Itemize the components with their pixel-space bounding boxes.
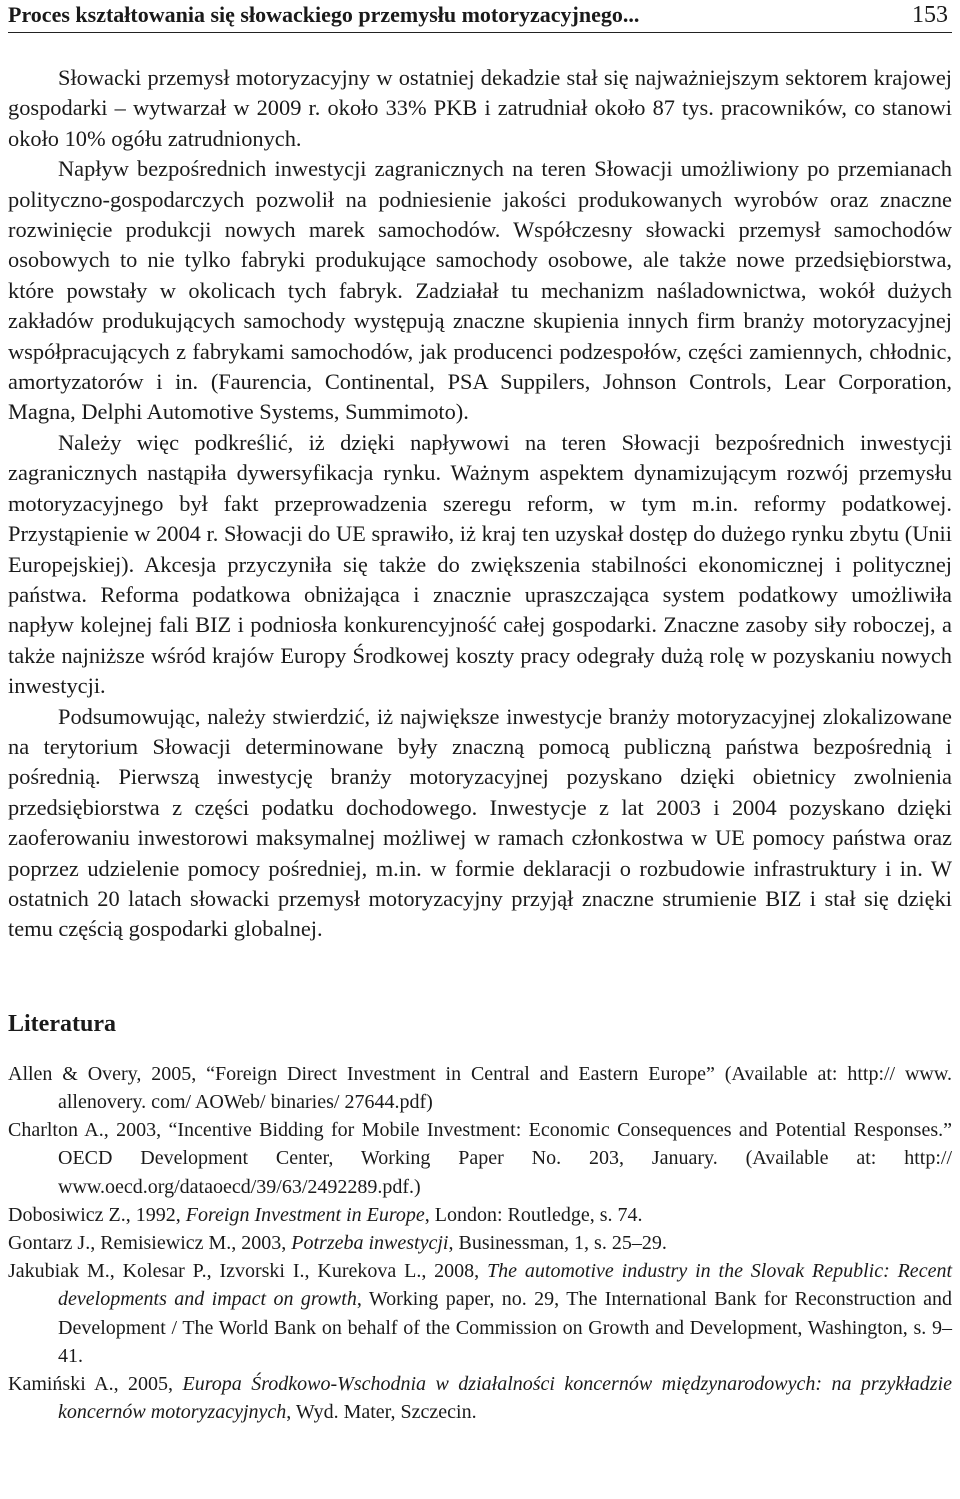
reference-item: Jakubiak M., Kolesar P., Izvorski I., Kurekova L., 2008, The automotive industry in the Slovak Republic: Recent developments and impact on growth, Working paper, no. 29, The International Bank for Reconstruction and Development / The World Bank on behalf of the Commission on Growth and Development, Washington, s. 9–41. (8, 1260, 952, 1367)
running-header (8, 0, 952, 33)
paragraph: Napływ bezpośrednich inwestycji zagranicznych na teren Słowacji umożliwiony po przemianach polityczno-gospodarczych pozwolił na podniesienie jakości produkowanych wyrobów oraz znaczne rozwinięcie produkcji nowych marek samochodów. Współczesny słowacki przemysł samochodów osobowych to nie tylko fabryki produkujące samochody osobowe, ale także nowe przedsiębiorstwa, które powstały w okolicach tych fabryk. Zadziałał tu mechanizm naśladownictwa, wokół dużych zakładów produkujących samochody występują znaczne skupienia innych firm branży motoryzacyjnej współpracujących z fabrykami samochodów, jak producenci podzespołów, części zamiennych, chłodnic, amortyzatorów i in. (Faurencia, Continental, PSA Suppilers, Johnson Controls, Lear Corporation, Magna, Delphi Automotive Systems, Summimoto). (8, 156, 952, 425)
paragraph: Należy więc podkreślić, iż dzięki napływowi na teren Słowacji bezpośrednich inwestycji zagranicznych nastąpiła dywersyfikacja rynku. Ważnym aspektem dynamizującym rozwój przemysłu motoryzacyjnego był fakt przeprowadzenia szeregu reform, w tym m.in. reformy podatkowej. Przystąpienie w 2004 r. Słowacji do UE sprawiło, iż kraj ten uzyskał dostęp do dużego rynku zbytu (Unii Europejskiej). Akcesja przyczyniła się także do zwiększenia stabilności ekonomicznej i politycznej państwa. Reforma podatkowa obniżająca i znacznie upraszczająca system podatkowy umożliwiła napływ kolejnej fali BIZ i podniosła konkurencyjność całej gospodarki. Znaczne zasoby siły roboczej, a także najniższe wśród krajów Europy Środkowej koszty pracy odegrały dużą rolę w pozyskaniu nowych inwestycji. (8, 429, 952, 699)
reference-item: Kamiński A., 2005, Europa Środkowo-Wschodnia w działalności koncernów międzynarodowych: na przykładzie koncernów motoryzacyjnych, Wyd. Mater, Szczecin. (8, 1373, 952, 1424)
reference-item: Charlton A., 2003, “Incentive Bidding for Mobile Investment: Economic Consequences and Potential Responses.” OECD Development Center, Working Paper No. 203, January. (Available at: http:// www.oecd.org/dataoecd/39/63/2492289.pdf.) (8, 1119, 952, 1198)
running-title: Proces kształtowania się słowackiego przemysłu motoryzacyjnego... (8, 2, 640, 27)
paragraph: Podsumowując, należy stwierdzić, iż największe inwestycje branży motoryzacyjnej zlokalizowane na terytorium Słowacji determinowane były znaczną pomocą publiczną państwa bezpośrednią i pośrednią. Pierwszą inwestycję branży motoryzacyjnej pozyskano dzięki obietnicy zwolnienia przedsiębiorstwa z części podatku dochodowego. Inwestycje z lat 2003 i 2004 pozyskano dzięki zaoferowaniu inwestorowi maksymalnej możliwej w ramach członkostwa w UE pomocy państwa oraz poprzez udzielenie pomocy pośredniej, m.in. w formie deklaracji o rozbudowie infrastruktury i in. W ostatnich 20 latach słowacki przemysł motoryzacyjny przyjął znaczne strumienie BIZ i stał się dzięki temu częścią gospodarki globalnej. (8, 703, 952, 942)
main-text (8, 63, 952, 945)
reference-item: Dobosiwicz Z., 1992, Foreign Investment in Europe, London: Routledge, s. 74. (8, 1203, 643, 1226)
reference-item: Gontarz J., Remisiewicz M., 2003, Potrzeba inwestycji, Businessman, 1, s. 25–29. (8, 1232, 667, 1254)
paragraph: Słowacki przemysł motoryzacyjny w ostatniej dekadzie stał się najważniejszym sektorem krajowej gospodarki – wytwarzał w 2009 r. około 33% PKB i zatrudniał około 87 tys. pracowników, co stanowi około 10% ogółu zatrudnionych. (8, 65, 952, 151)
reference-item: Allen & Overy, 2005, “Foreign Direct Investment in Central and Eastern Europe” (Available at: http:// www. allenovery. com/ AOWeb/ binaries/ 27644.pdf) (8, 1062, 952, 1113)
page-number: 153 (912, 2, 948, 28)
reference-list (8, 1060, 952, 1427)
literature-heading: Literatura (8, 1010, 116, 1037)
